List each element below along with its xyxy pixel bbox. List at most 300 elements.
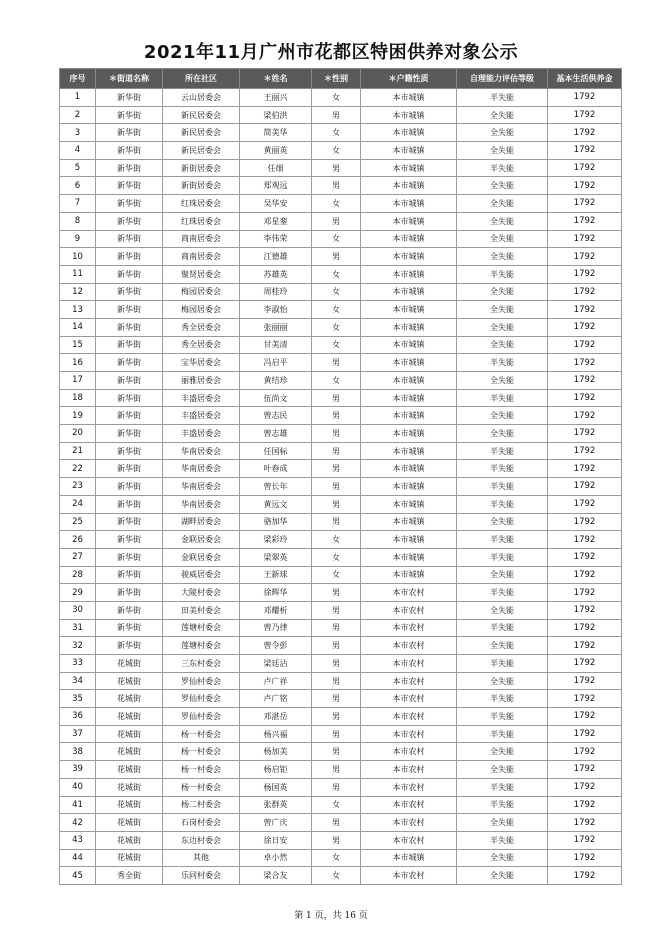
table-row bbox=[60, 566, 622, 584]
cell-col-self-care-level: 全失能 bbox=[457, 637, 548, 655]
cell-col-allowance: 1792 bbox=[548, 318, 622, 336]
cell-col-household-type: 本市城镇 bbox=[361, 318, 457, 336]
cell-col-name: 简美华 bbox=[240, 124, 312, 142]
cell-col-index: 45 bbox=[60, 867, 96, 885]
cell-col-gender: 男 bbox=[312, 601, 361, 619]
cell-col-gender: 男 bbox=[312, 407, 361, 425]
cell-col-community: 湖畔居委会 bbox=[163, 513, 240, 531]
cell-col-allowance: 1792 bbox=[548, 124, 622, 142]
cell-col-household-type: 本市农村 bbox=[361, 796, 457, 814]
cell-col-index: 27 bbox=[60, 548, 96, 566]
cell-col-community: 秀全居委会 bbox=[163, 336, 240, 354]
cell-col-index: 10 bbox=[60, 248, 96, 266]
cell-col-community: 罗仙村委会 bbox=[163, 672, 240, 690]
cell-col-self-care-level: 半失能 bbox=[457, 548, 548, 566]
cell-col-gender: 男 bbox=[312, 814, 361, 832]
cell-col-allowance: 1792 bbox=[548, 761, 622, 779]
cell-col-community: 丰盛居委会 bbox=[163, 425, 240, 443]
cell-col-street: 新华街 bbox=[96, 425, 163, 443]
cell-col-self-care-level: 全失能 bbox=[457, 230, 548, 248]
cell-col-name: 郑观远 bbox=[240, 177, 312, 195]
cell-col-community: 梅园居委会 bbox=[163, 301, 240, 319]
cell-col-index: 23 bbox=[60, 478, 96, 496]
cell-col-community: 红珠居委会 bbox=[163, 195, 240, 213]
cell-col-allowance: 1792 bbox=[548, 849, 622, 867]
cell-col-household-type: 本市城镇 bbox=[361, 230, 457, 248]
cell-col-self-care-level: 半失能 bbox=[457, 442, 548, 460]
cell-col-gender: 男 bbox=[312, 655, 361, 673]
table-row bbox=[60, 425, 622, 443]
cell-col-allowance: 1792 bbox=[548, 354, 622, 372]
cell-col-allowance: 1792 bbox=[548, 619, 622, 637]
cell-col-gender: 女 bbox=[312, 336, 361, 354]
table-row bbox=[60, 655, 622, 673]
cell-col-street: 新华街 bbox=[96, 637, 163, 655]
cell-col-index: 20 bbox=[60, 425, 96, 443]
table-row bbox=[60, 708, 622, 726]
cell-col-gender: 男 bbox=[312, 725, 361, 743]
cell-col-self-care-level: 半失能 bbox=[457, 460, 548, 478]
cell-col-community: 杨一村委会 bbox=[163, 778, 240, 796]
table-row bbox=[60, 177, 622, 195]
table-row bbox=[60, 442, 622, 460]
cell-col-name: 卢广铭 bbox=[240, 690, 312, 708]
cell-col-name: 曾志雄 bbox=[240, 425, 312, 443]
cell-col-household-type: 本市城镇 bbox=[361, 354, 457, 372]
cell-col-household-type: 本市城镇 bbox=[361, 478, 457, 496]
cell-col-self-care-level: 半失能 bbox=[457, 708, 548, 726]
cell-col-street: 新华街 bbox=[96, 124, 163, 142]
cell-col-self-care-level: 半失能 bbox=[457, 796, 548, 814]
cell-col-street: 新华街 bbox=[96, 195, 163, 213]
cell-col-street: 花城街 bbox=[96, 655, 163, 673]
cell-col-index: 37 bbox=[60, 725, 96, 743]
cell-col-name: 叶春成 bbox=[240, 460, 312, 478]
table-row bbox=[60, 495, 622, 513]
cell-col-gender: 女 bbox=[312, 195, 361, 213]
page-title: 2021年11月广州市花都区特困供养对象公示 bbox=[143, 42, 519, 63]
cell-col-gender: 男 bbox=[312, 743, 361, 761]
cell-col-community: 华南居委会 bbox=[163, 460, 240, 478]
table-row bbox=[60, 548, 622, 566]
cell-col-name: 杨加美 bbox=[240, 743, 312, 761]
cell-col-street: 花城街 bbox=[96, 849, 163, 867]
cell-col-allowance: 1792 bbox=[548, 407, 622, 425]
cell-col-street: 新华街 bbox=[96, 89, 163, 107]
cell-col-index: 25 bbox=[60, 513, 96, 531]
cell-col-allowance: 1792 bbox=[548, 177, 622, 195]
cell-col-community: 罗仙村委会 bbox=[163, 690, 240, 708]
cell-col-allowance: 1792 bbox=[548, 796, 622, 814]
cell-col-index: 36 bbox=[60, 708, 96, 726]
cell-col-community: 三东村委会 bbox=[163, 655, 240, 673]
cell-col-street: 花城街 bbox=[96, 743, 163, 761]
cell-col-name: 苏雄英 bbox=[240, 265, 312, 283]
cell-col-community: 杨一村委会 bbox=[163, 725, 240, 743]
cell-col-community: 莲塘村委会 bbox=[163, 637, 240, 655]
cell-col-street: 新华街 bbox=[96, 460, 163, 478]
cell-col-self-care-level: 全失能 bbox=[457, 513, 548, 531]
cell-col-gender: 男 bbox=[312, 761, 361, 779]
header-col-index: 序号 bbox=[60, 69, 96, 89]
cell-col-name: 江德雄 bbox=[240, 248, 312, 266]
cell-col-street: 新华街 bbox=[96, 442, 163, 460]
cell-col-street: 花城街 bbox=[96, 761, 163, 779]
table-row bbox=[60, 584, 622, 602]
cell-col-community: 丽雅居委会 bbox=[163, 372, 240, 390]
cell-col-household-type: 本市城镇 bbox=[361, 513, 457, 531]
cell-col-community: 杨一村委会 bbox=[163, 761, 240, 779]
cell-col-self-care-level: 全失能 bbox=[457, 407, 548, 425]
cell-col-allowance: 1792 bbox=[548, 301, 622, 319]
cell-col-index: 26 bbox=[60, 531, 96, 549]
cell-col-allowance: 1792 bbox=[548, 690, 622, 708]
cell-col-household-type: 本市城镇 bbox=[361, 531, 457, 549]
cell-col-gender: 女 bbox=[312, 89, 361, 107]
cell-col-community: 红珠居委会 bbox=[163, 212, 240, 230]
cell-col-community: 新街居委会 bbox=[163, 177, 240, 195]
cell-col-self-care-level: 半失能 bbox=[457, 159, 548, 177]
cell-col-household-type: 本市农村 bbox=[361, 867, 457, 885]
table-row bbox=[60, 248, 622, 266]
cell-col-name: 曾令彭 bbox=[240, 637, 312, 655]
cell-col-household-type: 本市城镇 bbox=[361, 566, 457, 584]
cell-col-allowance: 1792 bbox=[548, 495, 622, 513]
cell-col-community: 云山居委会 bbox=[163, 89, 240, 107]
cell-col-street: 新华街 bbox=[96, 177, 163, 195]
cell-col-allowance: 1792 bbox=[548, 672, 622, 690]
cell-col-allowance: 1792 bbox=[548, 230, 622, 248]
cell-col-household-type: 本市城镇 bbox=[361, 106, 457, 124]
cell-col-community: 乐同村委会 bbox=[163, 867, 240, 885]
cell-col-index: 2 bbox=[60, 106, 96, 124]
table-row bbox=[60, 637, 622, 655]
table-row bbox=[60, 142, 622, 160]
cell-col-street: 新华街 bbox=[96, 478, 163, 496]
table-row bbox=[60, 814, 622, 832]
cell-col-allowance: 1792 bbox=[548, 513, 622, 531]
cell-col-street: 新华街 bbox=[96, 513, 163, 531]
cell-col-community: 大陵村委会 bbox=[163, 584, 240, 602]
cell-col-street: 新华街 bbox=[96, 106, 163, 124]
table-row bbox=[60, 531, 622, 549]
cell-col-name: 徐日安 bbox=[240, 831, 312, 849]
cell-col-name: 邓星銮 bbox=[240, 212, 312, 230]
cell-col-allowance: 1792 bbox=[548, 389, 622, 407]
cell-col-household-type: 本市城镇 bbox=[361, 389, 457, 407]
cell-col-self-care-level: 全失能 bbox=[457, 566, 548, 584]
table-row bbox=[60, 619, 622, 637]
cell-col-street: 新华街 bbox=[96, 601, 163, 619]
cell-col-community: 华南居委会 bbox=[163, 442, 240, 460]
cell-col-self-care-level: 全失能 bbox=[457, 177, 548, 195]
cell-col-self-care-level: 全失能 bbox=[457, 601, 548, 619]
cell-col-gender: 男 bbox=[312, 159, 361, 177]
cell-col-household-type: 本市城镇 bbox=[361, 336, 457, 354]
cell-col-allowance: 1792 bbox=[548, 442, 622, 460]
cell-col-gender: 女 bbox=[312, 142, 361, 160]
cell-col-gender: 男 bbox=[312, 478, 361, 496]
cell-col-street: 新华街 bbox=[96, 248, 163, 266]
cell-col-gender: 女 bbox=[312, 265, 361, 283]
cell-col-self-care-level: 半失能 bbox=[457, 619, 548, 637]
cell-col-gender: 男 bbox=[312, 248, 361, 266]
cell-col-street: 新华街 bbox=[96, 212, 163, 230]
cell-col-name: 张丽丽 bbox=[240, 318, 312, 336]
cell-col-street: 新华街 bbox=[96, 159, 163, 177]
cell-col-allowance: 1792 bbox=[548, 460, 622, 478]
cell-col-gender: 女 bbox=[312, 124, 361, 142]
cell-col-household-type: 本市农村 bbox=[361, 831, 457, 849]
cell-col-index: 34 bbox=[60, 672, 96, 690]
cell-col-gender: 男 bbox=[312, 690, 361, 708]
cell-col-index: 15 bbox=[60, 336, 96, 354]
cell-col-allowance: 1792 bbox=[548, 265, 622, 283]
cell-col-community: 罗仙村委会 bbox=[163, 708, 240, 726]
header-col-street: ＊街道名称 bbox=[96, 69, 163, 89]
table-row bbox=[60, 389, 622, 407]
cell-col-street: 花城街 bbox=[96, 796, 163, 814]
cell-col-allowance: 1792 bbox=[548, 372, 622, 390]
cell-col-self-care-level: 半失能 bbox=[457, 584, 548, 602]
cell-col-name: 任国标 bbox=[240, 442, 312, 460]
cell-col-household-type: 本市城镇 bbox=[361, 142, 457, 160]
header-col-community: 所在社区 bbox=[163, 69, 240, 89]
cell-col-household-type: 本市农村 bbox=[361, 725, 457, 743]
cell-col-community: 华南居委会 bbox=[163, 478, 240, 496]
cell-col-household-type: 本市农村 bbox=[361, 584, 457, 602]
table-row bbox=[60, 672, 622, 690]
cell-col-allowance: 1792 bbox=[548, 778, 622, 796]
cell-col-index: 3 bbox=[60, 124, 96, 142]
header-col-household-type: ＊户籍性质 bbox=[361, 69, 457, 89]
header-col-allowance: 基本生活供养金 bbox=[548, 69, 622, 89]
cell-col-gender: 女 bbox=[312, 283, 361, 301]
cell-col-self-care-level: 半失能 bbox=[457, 690, 548, 708]
cell-col-community: 商南居委会 bbox=[163, 230, 240, 248]
cell-col-index: 31 bbox=[60, 619, 96, 637]
cell-col-street: 花城街 bbox=[96, 672, 163, 690]
cell-col-household-type: 本市农村 bbox=[361, 637, 457, 655]
cell-col-index: 1 bbox=[60, 89, 96, 107]
cell-col-allowance: 1792 bbox=[548, 89, 622, 107]
cell-col-street: 新华街 bbox=[96, 336, 163, 354]
cell-col-household-type: 本市农村 bbox=[361, 672, 457, 690]
cell-col-allowance: 1792 bbox=[548, 708, 622, 726]
cell-col-name: 杨国英 bbox=[240, 778, 312, 796]
cell-col-allowance: 1792 bbox=[548, 831, 622, 849]
cell-col-name: 梁廷沾 bbox=[240, 655, 312, 673]
page-footer: 第 1 页，共 16 页 bbox=[294, 911, 368, 921]
cell-col-gender: 女 bbox=[312, 301, 361, 319]
cell-col-self-care-level: 全失能 bbox=[457, 248, 548, 266]
table-row bbox=[60, 478, 622, 496]
header-col-self-care-level: 自理能力评估等级 bbox=[457, 69, 548, 89]
cell-col-community: 新民居委会 bbox=[163, 124, 240, 142]
cell-col-name: 曾长年 bbox=[240, 478, 312, 496]
cell-col-street: 花城街 bbox=[96, 814, 163, 832]
cell-col-household-type: 本市城镇 bbox=[361, 407, 457, 425]
table-row bbox=[60, 407, 622, 425]
cell-col-allowance: 1792 bbox=[548, 478, 622, 496]
cell-col-street: 新华街 bbox=[96, 619, 163, 637]
table-row bbox=[60, 106, 622, 124]
cell-col-allowance: 1792 bbox=[548, 212, 622, 230]
cell-col-household-type: 本市城镇 bbox=[361, 89, 457, 107]
cell-col-self-care-level: 全失能 bbox=[457, 814, 548, 832]
cell-col-index: 42 bbox=[60, 814, 96, 832]
cell-col-household-type: 本市城镇 bbox=[361, 195, 457, 213]
cell-col-allowance: 1792 bbox=[548, 584, 622, 602]
cell-col-community: 田美村委会 bbox=[163, 601, 240, 619]
cell-col-gender: 女 bbox=[312, 566, 361, 584]
cell-col-gender: 女 bbox=[312, 230, 361, 248]
cell-col-name: 周桂玲 bbox=[240, 283, 312, 301]
cell-col-street: 新华街 bbox=[96, 548, 163, 566]
cell-col-name: 骆加华 bbox=[240, 513, 312, 531]
table-row bbox=[60, 159, 622, 177]
cell-col-street: 新华街 bbox=[96, 584, 163, 602]
cell-col-household-type: 本市农村 bbox=[361, 814, 457, 832]
cell-col-name: 杨启钜 bbox=[240, 761, 312, 779]
cell-col-gender: 男 bbox=[312, 584, 361, 602]
cell-col-self-care-level: 全失能 bbox=[457, 743, 548, 761]
cell-col-street: 新华街 bbox=[96, 531, 163, 549]
cell-col-community: 石岗村委会 bbox=[163, 814, 240, 832]
cell-col-index: 4 bbox=[60, 142, 96, 160]
cell-col-allowance: 1792 bbox=[548, 725, 622, 743]
cell-col-index: 12 bbox=[60, 283, 96, 301]
table-row bbox=[60, 460, 622, 478]
cell-col-community: 华南居委会 bbox=[163, 495, 240, 513]
cell-col-community: 东边村委会 bbox=[163, 831, 240, 849]
cell-col-index: 24 bbox=[60, 495, 96, 513]
cell-col-household-type: 本市城镇 bbox=[361, 124, 457, 142]
cell-col-community: 杨一村委会 bbox=[163, 743, 240, 761]
cell-col-self-care-level: 全失能 bbox=[457, 318, 548, 336]
table-row bbox=[60, 513, 622, 531]
cell-col-household-type: 本市农村 bbox=[361, 601, 457, 619]
cell-col-community: 骏威居委会 bbox=[163, 566, 240, 584]
cell-col-self-care-level: 半失能 bbox=[457, 778, 548, 796]
cell-col-index: 9 bbox=[60, 230, 96, 248]
cell-col-self-care-level: 半失能 bbox=[457, 531, 548, 549]
cell-col-allowance: 1792 bbox=[548, 159, 622, 177]
cell-col-community: 其他 bbox=[163, 849, 240, 867]
cell-col-community: 杨二村委会 bbox=[163, 796, 240, 814]
cell-col-name: 卓小然 bbox=[240, 849, 312, 867]
cell-col-name: 王新球 bbox=[240, 566, 312, 584]
cell-col-allowance: 1792 bbox=[548, 195, 622, 213]
cell-col-allowance: 1792 bbox=[548, 248, 622, 266]
cell-col-street: 新华街 bbox=[96, 354, 163, 372]
cell-col-street: 新华街 bbox=[96, 230, 163, 248]
cell-col-name: 曾广庆 bbox=[240, 814, 312, 832]
cell-col-name: 任细 bbox=[240, 159, 312, 177]
cell-col-index: 14 bbox=[60, 318, 96, 336]
cell-col-community: 丰盛居委会 bbox=[163, 389, 240, 407]
cell-col-name: 梁翠英 bbox=[240, 548, 312, 566]
cell-col-household-type: 本市农村 bbox=[361, 655, 457, 673]
cell-col-community: 新街居委会 bbox=[163, 159, 240, 177]
cell-col-name: 张群英 bbox=[240, 796, 312, 814]
cell-col-allowance: 1792 bbox=[548, 283, 622, 301]
cell-col-allowance: 1792 bbox=[548, 655, 622, 673]
cell-col-household-type: 本市农村 bbox=[361, 619, 457, 637]
cell-col-index: 40 bbox=[60, 778, 96, 796]
cell-col-household-type: 本市城镇 bbox=[361, 301, 457, 319]
cell-col-self-care-level: 半失能 bbox=[457, 389, 548, 407]
cell-col-street: 花城街 bbox=[96, 725, 163, 743]
cell-col-index: 38 bbox=[60, 743, 96, 761]
cell-col-name: 冯启平 bbox=[240, 354, 312, 372]
cell-col-gender: 女 bbox=[312, 531, 361, 549]
cell-col-community: 宝华居委会 bbox=[163, 354, 240, 372]
cell-col-street: 新华街 bbox=[96, 283, 163, 301]
cell-col-gender: 男 bbox=[312, 708, 361, 726]
cell-col-name: 徐辉华 bbox=[240, 584, 312, 602]
cell-col-name: 黄丽英 bbox=[240, 142, 312, 160]
table-row bbox=[60, 372, 622, 390]
cell-col-index: 30 bbox=[60, 601, 96, 619]
cell-col-gender: 男 bbox=[312, 106, 361, 124]
cell-col-street: 新华街 bbox=[96, 407, 163, 425]
cell-col-index: 8 bbox=[60, 212, 96, 230]
cell-col-self-care-level: 全失能 bbox=[457, 761, 548, 779]
cell-col-index: 16 bbox=[60, 354, 96, 372]
cell-col-index: 28 bbox=[60, 566, 96, 584]
cell-col-self-care-level: 全失能 bbox=[457, 142, 548, 160]
cell-col-name: 黄结珍 bbox=[240, 372, 312, 390]
cell-col-street: 新华街 bbox=[96, 142, 163, 160]
cell-col-name: 杨兴福 bbox=[240, 725, 312, 743]
cell-col-community: 新民居委会 bbox=[163, 106, 240, 124]
cell-col-index: 19 bbox=[60, 407, 96, 425]
cell-col-allowance: 1792 bbox=[548, 336, 622, 354]
cell-col-gender: 男 bbox=[312, 778, 361, 796]
cell-col-index: 41 bbox=[60, 796, 96, 814]
cell-col-community: 莲塘村委会 bbox=[163, 619, 240, 637]
cell-col-allowance: 1792 bbox=[548, 743, 622, 761]
cell-col-allowance: 1792 bbox=[548, 106, 622, 124]
cell-col-self-care-level: 全失能 bbox=[457, 849, 548, 867]
cell-col-gender: 男 bbox=[312, 672, 361, 690]
table-header-row bbox=[60, 69, 622, 89]
cell-col-index: 39 bbox=[60, 761, 96, 779]
cell-col-name: 梁伯洪 bbox=[240, 106, 312, 124]
cell-col-index: 43 bbox=[60, 831, 96, 849]
cell-col-gender: 男 bbox=[312, 495, 361, 513]
cell-col-index: 32 bbox=[60, 637, 96, 655]
cell-col-name: 伍尚文 bbox=[240, 389, 312, 407]
cell-col-self-care-level: 全失能 bbox=[457, 301, 548, 319]
cell-col-gender: 男 bbox=[312, 212, 361, 230]
cell-col-name: 邓耀析 bbox=[240, 601, 312, 619]
table-row bbox=[60, 283, 622, 301]
cell-col-household-type: 本市城镇 bbox=[361, 248, 457, 266]
table-row bbox=[60, 867, 622, 885]
cell-col-gender: 女 bbox=[312, 372, 361, 390]
cell-col-household-type: 本市城镇 bbox=[361, 212, 457, 230]
cell-col-index: 7 bbox=[60, 195, 96, 213]
cell-col-name: 邓湛岳 bbox=[240, 708, 312, 726]
cell-col-index: 21 bbox=[60, 442, 96, 460]
cell-col-allowance: 1792 bbox=[548, 531, 622, 549]
cell-col-household-type: 本市城镇 bbox=[361, 372, 457, 390]
cell-col-allowance: 1792 bbox=[548, 142, 622, 160]
cell-col-self-care-level: 半失能 bbox=[457, 655, 548, 673]
cell-col-index: 35 bbox=[60, 690, 96, 708]
